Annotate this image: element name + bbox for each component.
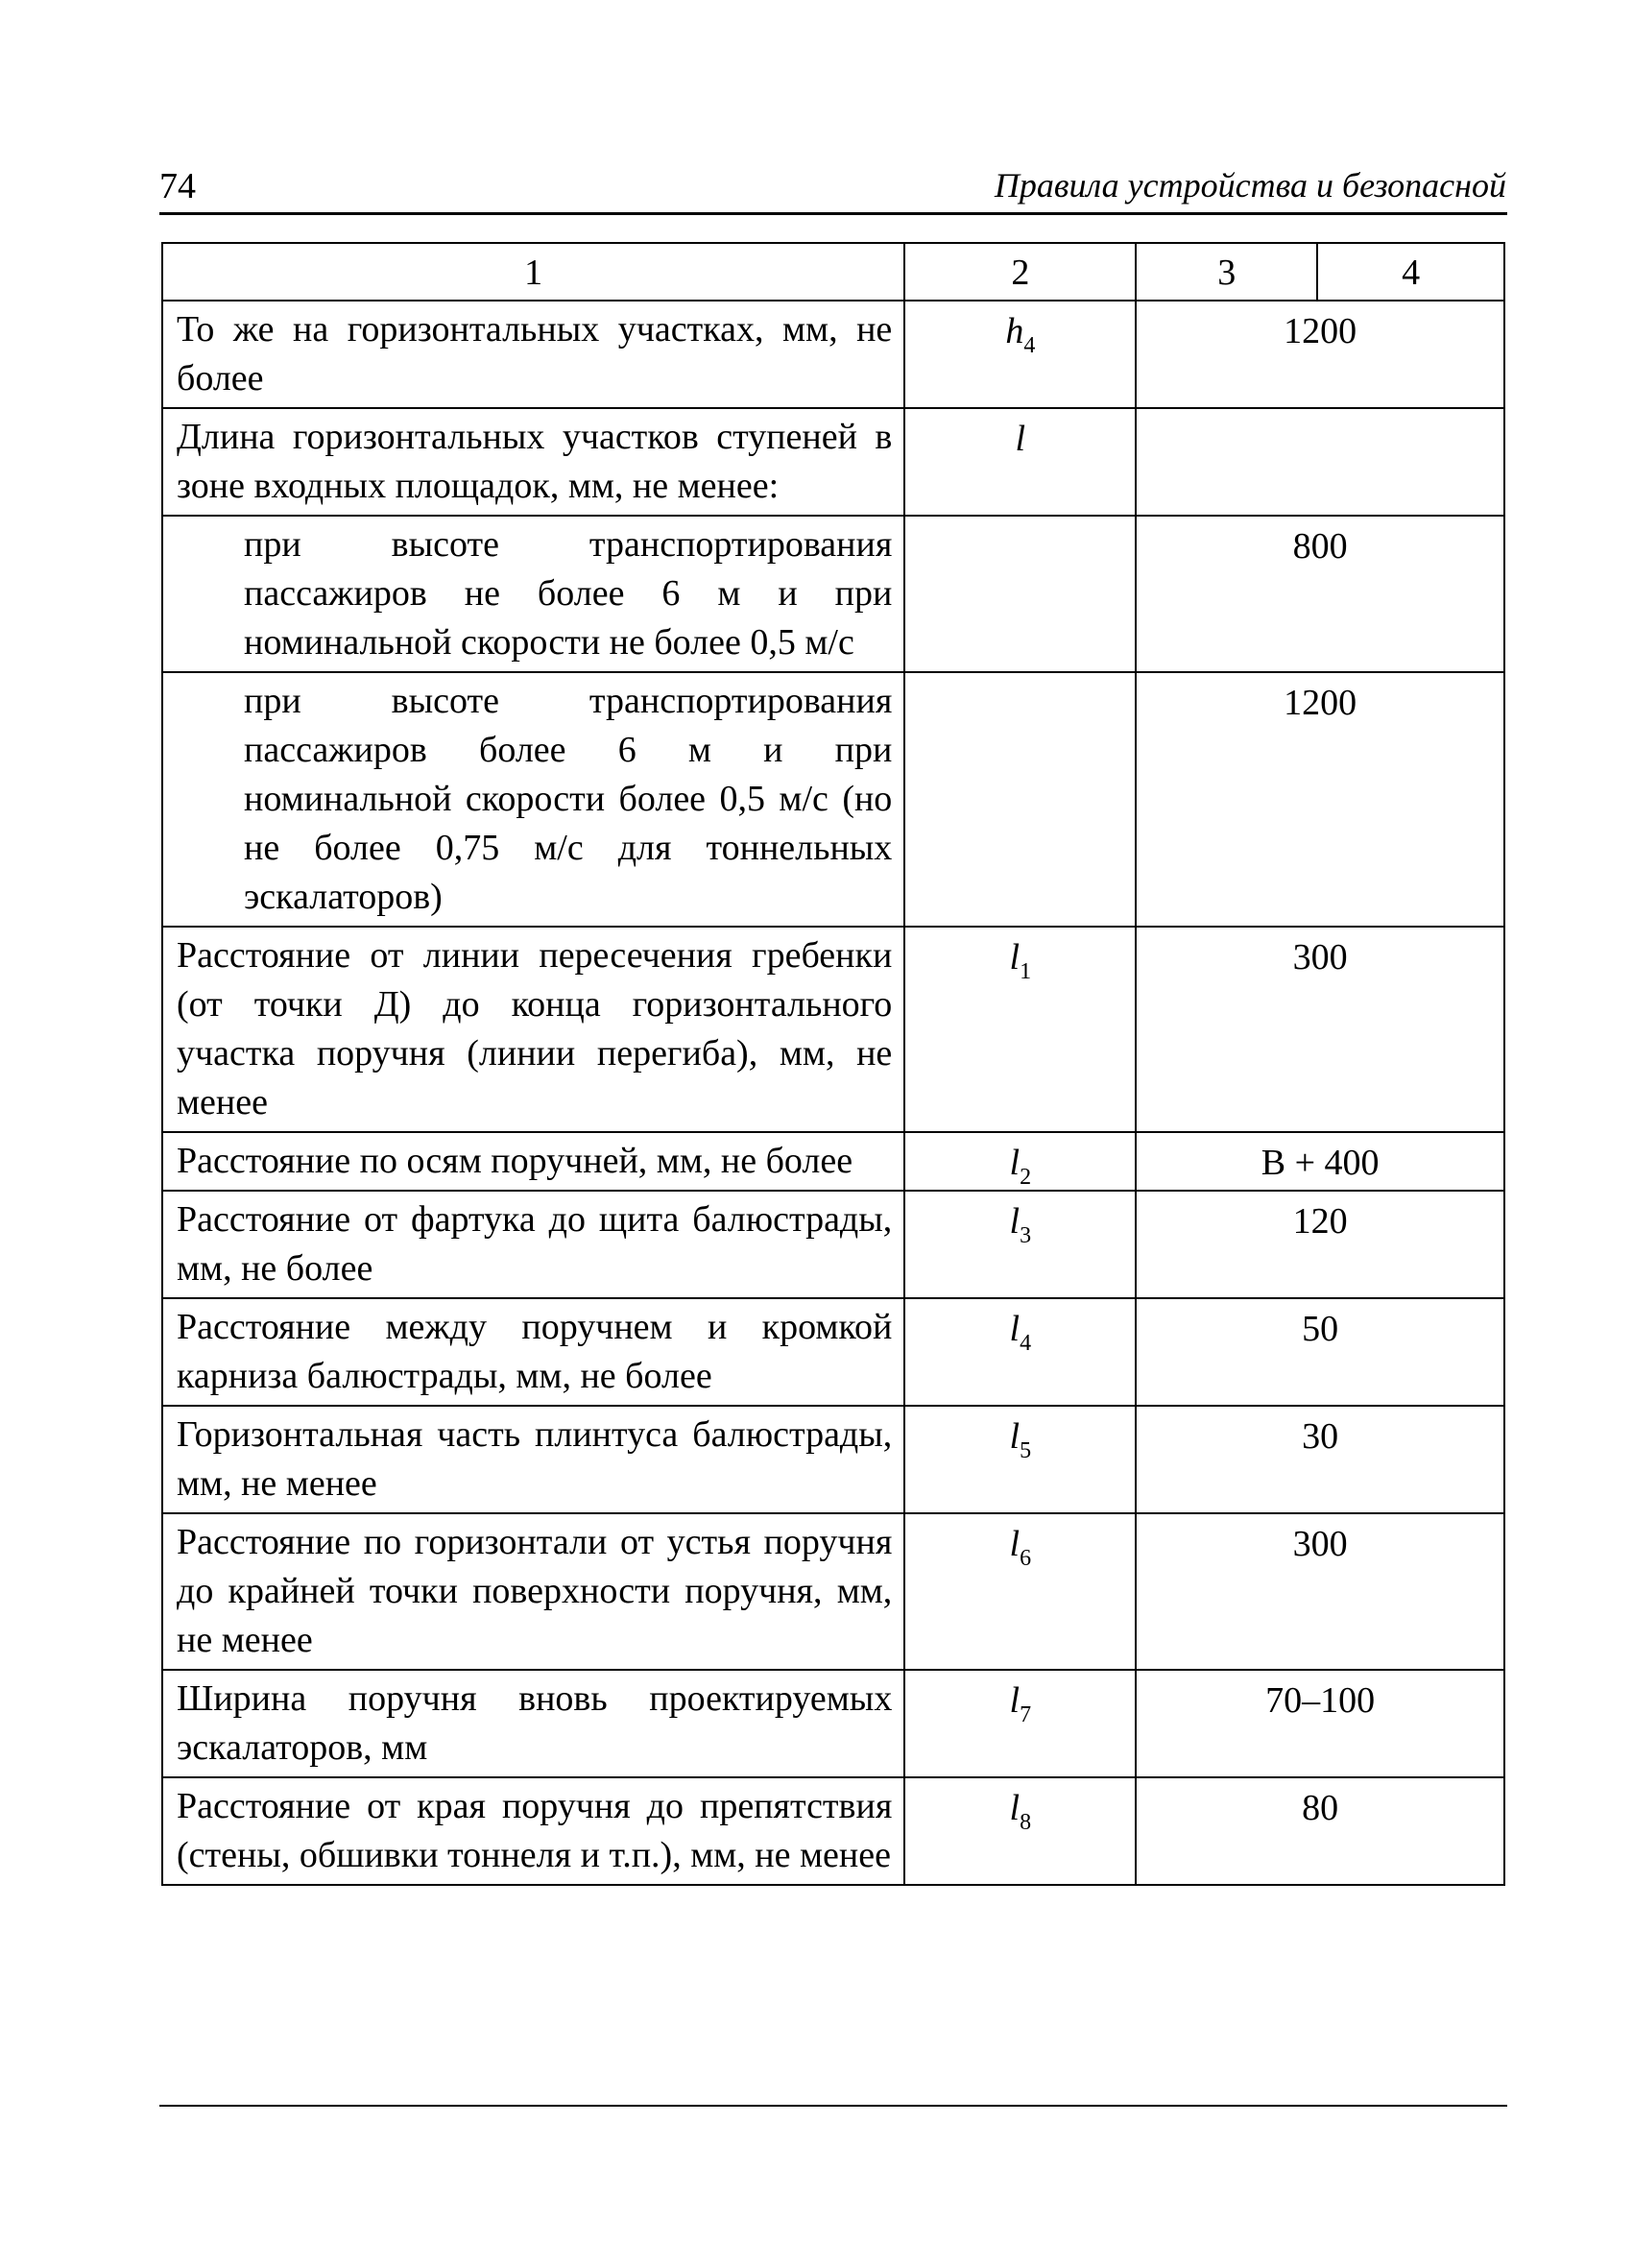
- row-description: Расстояние от фартука до щита балюстрады, мм, не более: [162, 1191, 904, 1298]
- row-value: 50: [1136, 1298, 1504, 1406]
- row-value: [1136, 408, 1504, 516]
- table-row: [162, 1298, 1504, 1406]
- table-row: [162, 672, 1504, 927]
- row-value: 300: [1136, 927, 1504, 1132]
- table-row: [162, 1132, 1504, 1191]
- row-description: при высоте транспортирования пассажиров не более 6 м и при номинальной скорости не более 0,5 м/с: [162, 516, 904, 672]
- row-symbol: $l_3$: [904, 1191, 1136, 1298]
- table-row: [162, 516, 1504, 672]
- table-row: [162, 1513, 1504, 1670]
- header-rule: [159, 212, 1507, 215]
- row-value: В + 400: [1136, 1132, 1504, 1191]
- table-row: [162, 1191, 1504, 1298]
- row-value: 80: [1136, 1777, 1504, 1885]
- row-symbol: $l_2$: [904, 1132, 1136, 1191]
- row-symbol: [904, 516, 1136, 672]
- row-description: Расстояние от линии пересечения гребенки (от точки Д) до конца горизонтального участка поручня (линии перегиба), мм, не менее: [162, 927, 904, 1132]
- row-symbol: $l_1$: [904, 927, 1136, 1132]
- row-symbol: $l_5$: [904, 1406, 1136, 1513]
- table-row: [162, 301, 1504, 408]
- row-symbol: $l_8$: [904, 1777, 1136, 1885]
- row-value: 800: [1136, 516, 1504, 672]
- row-description: Расстояние по горизонтали от устья поручня до крайней точки поверхности поручня, мм, не менее: [162, 1513, 904, 1670]
- row-symbol: [904, 672, 1136, 927]
- row-description: То же на горизонтальных участках, мм, не более: [162, 301, 904, 408]
- footer-rule: [159, 2105, 1507, 2107]
- row-symbol: $l_4$: [904, 1298, 1136, 1406]
- row-description: Горизонтальная часть плинтуса балюстрады, мм, не менее: [162, 1406, 904, 1513]
- column-header-1: 1: [162, 243, 904, 301]
- row-value: 70–100: [1136, 1670, 1504, 1777]
- column-header-4: 4: [1317, 243, 1504, 301]
- table-row: [162, 1670, 1504, 1777]
- row-description: Расстояние по осям поручней, мм, не более: [162, 1132, 904, 1191]
- column-header-2: 2: [904, 243, 1136, 301]
- spec-table: [161, 242, 1505, 1886]
- row-symbol: $l_6$: [904, 1513, 1136, 1670]
- row-symbol: $l_7$: [904, 1670, 1136, 1777]
- row-description: Расстояние между поручнем и кромкой карниза балюстрады, мм, не более: [162, 1298, 904, 1406]
- table-row: [162, 408, 1504, 516]
- row-value: 1200: [1136, 301, 1504, 408]
- row-description: Ширина поручня вновь проектируемых эскалаторов, мм: [162, 1670, 904, 1777]
- row-value: 30: [1136, 1406, 1504, 1513]
- column-header-3: 3: [1136, 243, 1317, 301]
- row-description: при высоте транспортирования пассажиров более 6 м и при номинальной скорости более 0,5 м/с (но не более 0,75 м/с для тоннельных эскалаторов): [162, 672, 904, 927]
- table-row: [162, 1777, 1504, 1885]
- row-value: 300: [1136, 1513, 1504, 1670]
- row-value: 1200: [1136, 672, 1504, 927]
- row-symbol: l: [904, 408, 1136, 516]
- table-row: [162, 927, 1504, 1132]
- row-description: Длина горизонтальных участков ступеней в зоне входных площадок, мм, не менее:: [162, 408, 904, 516]
- table-header-row: [162, 243, 1504, 301]
- running-title: Правила устройства и безопасной: [994, 166, 1506, 205]
- page-number: 74: [159, 166, 196, 206]
- row-description: Расстояние от края поручня до препятствия (стены, обшивки тоннеля и т.п.), мм, не менее: [162, 1777, 904, 1885]
- table-row: [162, 1406, 1504, 1513]
- row-value: 120: [1136, 1191, 1504, 1298]
- row-symbol: $h_4$: [904, 301, 1136, 408]
